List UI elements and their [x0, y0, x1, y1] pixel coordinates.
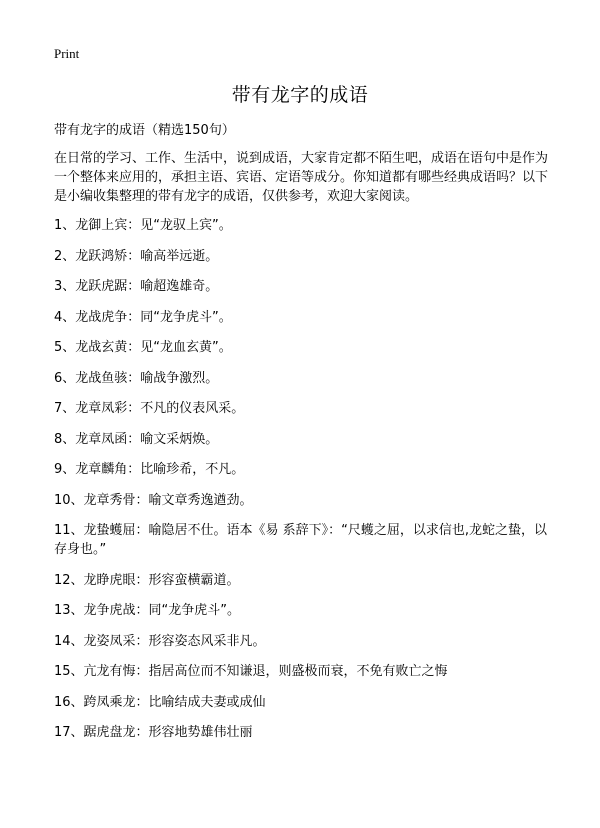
- list-item: 3、龙跃虎踞：喻超逸雄奇。: [54, 279, 219, 294]
- idiom-list: [54, 216, 552, 754]
- list-item: 10、龙章秀骨：喻文章秀逸遒劲。: [54, 492, 253, 508]
- list-item: 6、龙战鱼骇：喻战争激烈。: [54, 370, 219, 386]
- list-item: 13、龙争虎战：同“龙争虎斗”。: [54, 603, 241, 618]
- list-item: 11、龙蛰蠖屈：喻隐居不仕。语本《易 系辞下》：“尺蠖之屈，以求信也,龙蛇之蛰，以存身也。”: [54, 523, 548, 557]
- page-title: 带有龙字的成语: [231, 84, 369, 106]
- list-item: 15、亢龙有悔：指居高位而不知谦退，则盛极而衰，不免有败亡之悔: [54, 664, 448, 679]
- list-item: 8、龙章凤函：喻文采炳焕。: [54, 431, 219, 447]
- list-item: 2、龙跃鸿矫：喻高举远逝。: [54, 248, 219, 264]
- list-item: 1、龙御上宾：见“龙驭上宾”。: [54, 218, 232, 233]
- page-subtitle: 带有龙字的成语（精选150句）: [54, 123, 235, 138]
- list-item: 5、龙战玄黄：见“龙血玄黄”。: [54, 340, 232, 355]
- list-item: 17、踞虎盘龙：形容地势雄伟壮丽: [54, 725, 253, 740]
- list-item: 9、龙章麟角：比喻珍希，不凡。: [54, 462, 245, 477]
- list-item: 14、龙姿凤采：形容姿态风采非凡。: [54, 633, 266, 649]
- print-link[interactable]: Print: [54, 46, 80, 61]
- list-item: 4、龙战虎争：同“龙争虎斗”。: [54, 309, 232, 325]
- list-item: 7、龙章凤彩：不凡的仪表风采。: [54, 401, 245, 416]
- list-item: 12、龙睁虎眼：形容蛮横霸道。: [54, 572, 240, 588]
- intro-paragraph: 在日常的学习、工作、生活中，说到成语，大家肯定都不陌生吧，成语在语句中是作为一个整体来应用的，承担主语、宾语、定语等成分。你知道都有哪些经典成语吗？以下是小编收集整理的带有龙字的成语，仅供参考，欢迎大家阅读。: [54, 151, 549, 204]
- list-item: 16、跨凤乘龙：比喻结成夫妻或成仙: [54, 694, 266, 710]
